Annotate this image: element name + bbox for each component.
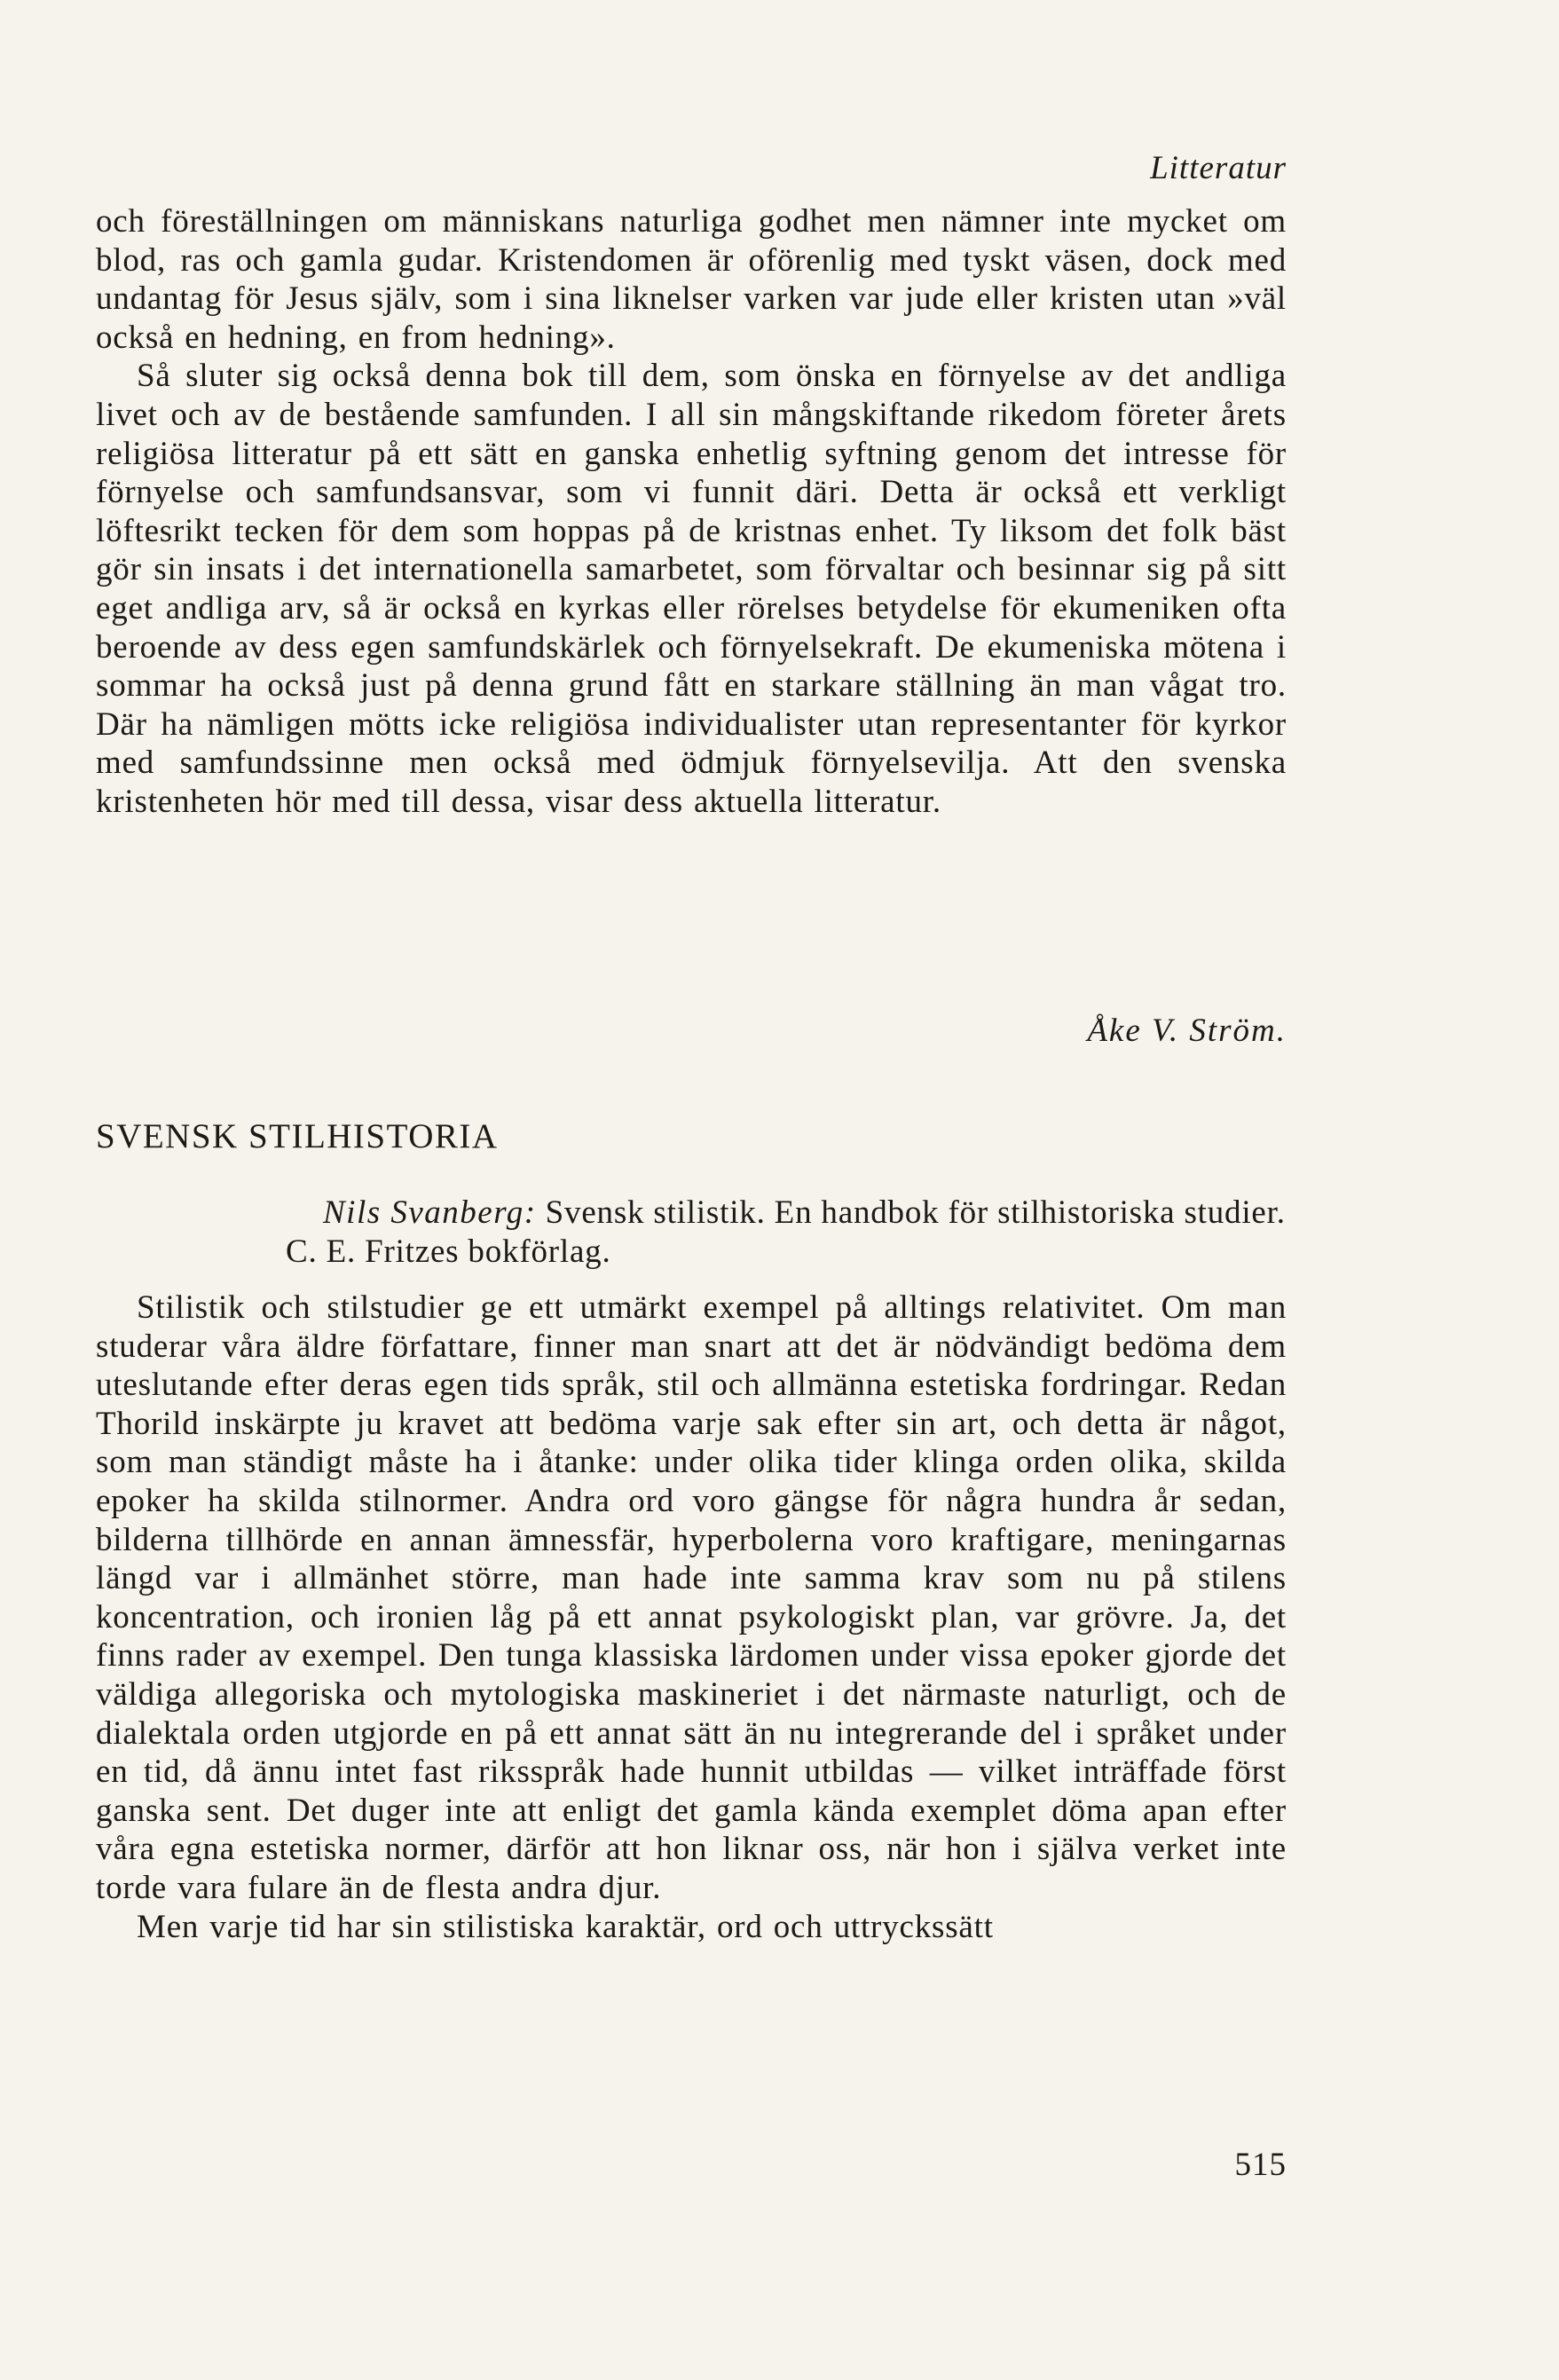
paragraph-3: Stilistik och stilstudier ge ett utmärkt exempel på alltings relativitet. Om man studerar våra äldre författare, finner man snart att det är nödvändigt bedöma dem uteslutande efter deras egen tids språk, stil och allmänna estetiska fordringar. Redan Thorild inskärpte ju kravet att bedöma varje sak efter sin art, och detta är något, som man ständigt måste ha i åtanke: under olika tider klinga orden olika, skilda epoker ha skilda stilnormer. Andra ord voro gängse för några hundra år sedan, bilderna tillhörde en annan ämnessfär, hyperbolerna voro kraftigare, meningarnas längd var i allmänhet större, man hade inte samma krav som nu på stilens koncentration, och ironien låg på ett annat psykologiskt plan, var grövre. Ja, det finns rader av exempel. Den tunga klassiska lärdomen under vissa epoker gjorde det väldiga allegoriska och mytologiska maskineriet i det närmaste naturligt, och de dialektala orden utgjorde en på ett annat sätt än nu integrerande del i språket under en tid, då ännu intet fast riksspråk hade hunnit utbildas — vilket inträffade först ganska sent. Det duger inte att enligt det gamla kända exemplet döma apan efter våra egna estetiska normer, därför att hon liknar oss, när hon i själva verket inte torde vara fulare än de flesta andra djur. [96,1289,1287,1906]
bib-details: Svensk stilistik. En handbok för stilhistoriska studier. C. E. Fritzes bokförlag. [286,1194,1286,1270]
running-head: Litteratur [1150,150,1287,186]
page-number: 515 [1234,2147,1287,2183]
author-signature: Åke V. Ström. [1087,1013,1287,1049]
section-heading: SVENSK STILHISTORIA [96,1117,499,1155]
section2-body [96,1289,1287,1946]
paragraph-1: och föreställningen om människans naturliga godhet men nämner inte mycket om blod, ras och gamla gudar. Kristendomen är oförenlig med tyskt väsen, dock med undantag för Jesus själv, som i sina liknelser varken var jude eller kristen utan »väl också en hedning, en from hedning». [96,203,1287,356]
bib-author: Nils Svanberg: [323,1194,537,1231]
section1-body [96,202,1287,822]
bibliographic-entry [286,1194,1287,1272]
paragraph-2: Så sluter sig också denna bok till dem, som önska en förnyelse av det andliga livet och av de bestående samfunden. I all sin mångskiftande rikedom företer årets religiösa litteratur på ett sätt en ganska enhetlig syftning genom det intresse för förnyelse och samfundsansvar, som vi funnit däri. Detta är också ett verkligt löftesrikt tecken för dem som hoppas på de kristnas enhet. Ty liksom det folk bäst gör sin insats i det internationella samarbetet, som förvaltar och besinnar sig på sitt eget andliga arv, så är också en kyrkas eller rörelses betydelse för ekumeniken ofta beroende av dess egen samfundskärlek och förnyelsekraft. De ekumeniska mötena i sommar ha också just på denna grund fått en starkare ställning än man vågat tro. Där ha nämligen mötts icke religiösa individualister utan representanter för kyrkor med samfundssinne men också med ödmjuk förnyelsevilja. Att den svenska kristenheten hör med till dessa, visar dess aktuella litteratur. [96,358,1287,820]
paragraph-4: Men varje tid har sin stilistiska karaktär, ord och uttryckssätt [137,1908,994,1945]
